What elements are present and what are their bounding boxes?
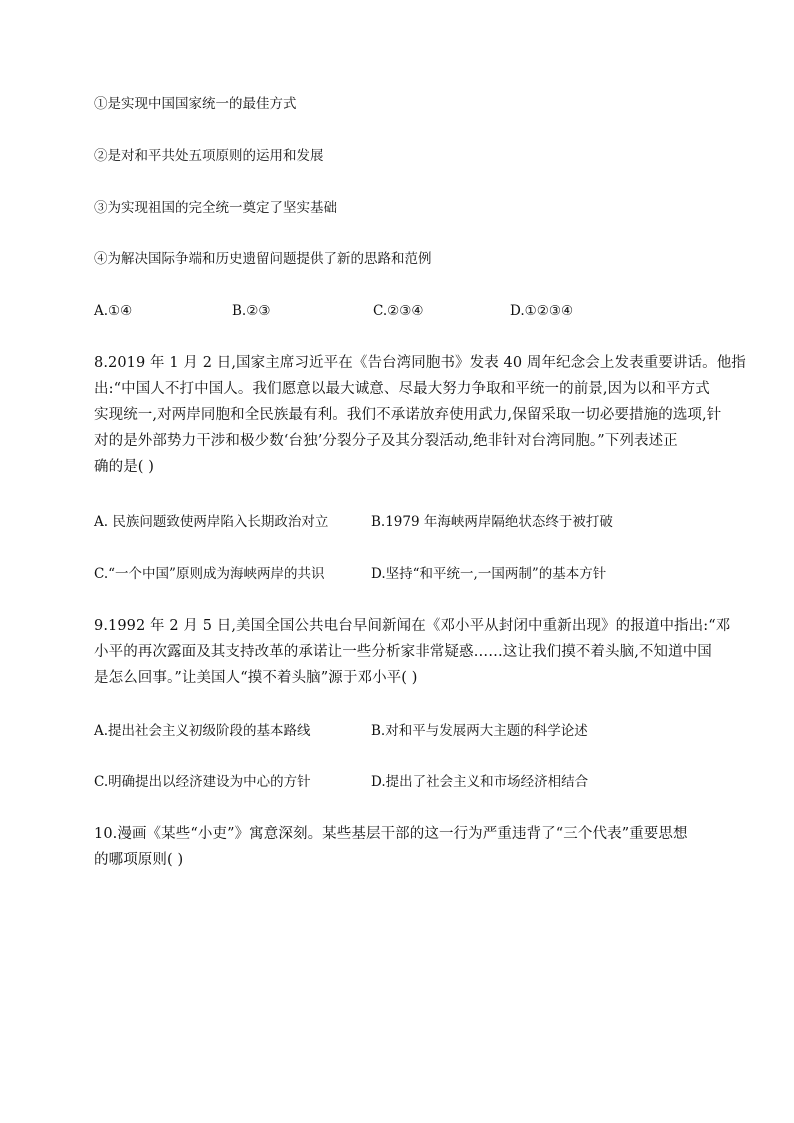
q9-line: 9.1992 年 2 月 5 日,美国全国公共电台早间新闻在《邓小平从封闭中重新出现》的报道中指出:“邓 <box>94 618 731 634</box>
statement-3: ③为实现祖国的完全统一奠定了坚实基础 <box>94 200 337 216</box>
q8-line: 出:“中国人不打中国人。我们愿意以最大诚意、尽最大努力争取和平统一的前景,因为以和平方式 <box>94 381 710 397</box>
q9-line: 小平的再次露面及其支持改革的承诺让一些分析家非常疑惑……这让我们摸不着头脑,不知道中国 <box>94 644 712 660</box>
statement-4: ④为解决国际争端和历史遗留问题提供了新的思路和范例 <box>94 251 432 267</box>
q7-option-d: D.①②③④ <box>510 303 574 319</box>
q7-option-b: B.②③ <box>232 303 271 319</box>
q8-line: 实现统一,对两岸同胞和全民族最有利。我们不承诺放弃使用武力,保留采取一切必要措施的选项,针 <box>94 407 722 423</box>
q8-option-b: B.1979 年海峡两岸隔绝状态终于被打破 <box>371 514 613 530</box>
statement-2: ②是对和平共处五项原则的运用和发展 <box>94 148 324 164</box>
question-8-stem <box>94 350 746 480</box>
question-10-stem <box>94 821 700 873</box>
q9-option-d: D.提出了社会主义和市场经济相结合 <box>371 774 589 790</box>
q8-option-d: D.坚持“和平统一,一国两制”的基本方针 <box>371 566 607 582</box>
q7-option-c: C.②③④ <box>373 303 424 319</box>
q9-line: 是怎么回事。”让美国人“摸不着头脑”源于邓小平( ) <box>94 670 418 686</box>
q9-option-a: A.提出社会主义初级阶段的基本路线 <box>94 723 311 739</box>
question-9-stem <box>94 613 731 691</box>
q8-line: 对的是外部势力干涉和极少数‘台独’分裂分子及其分裂活动,绝非针对台湾同胞。”下列表述正 <box>94 433 678 449</box>
statement-1: ①是实现中国国家统一的最佳方式 <box>94 96 297 112</box>
q8-option-c: C.“一个中国”原则成为海峡两岸的共识 <box>94 566 325 582</box>
q8-line: 8.2019 年 1 月 2 日,国家主席习近平在《告台湾同胞书》发表 40 周年纪念会上发表重要讲话。他指 <box>94 355 746 371</box>
q7-option-a: A.①④ <box>94 303 133 319</box>
q10-line: 10.漫画《某些“小吏”》寓意深刻。某些基层干部的这一行为严重违背了“三个代表”重要思想 <box>94 826 688 842</box>
q8-line: 确的是( ) <box>94 459 155 475</box>
q9-option-b: B.对和平与发展两大主题的科学论述 <box>371 723 588 739</box>
q9-option-c: C.明确提出以经济建设为中心的方针 <box>94 774 311 790</box>
q10-line: 的哪项原则( ) <box>94 852 184 868</box>
q8-option-a: A. 民族问题致使两岸陷入长期政治对立 <box>94 514 329 530</box>
